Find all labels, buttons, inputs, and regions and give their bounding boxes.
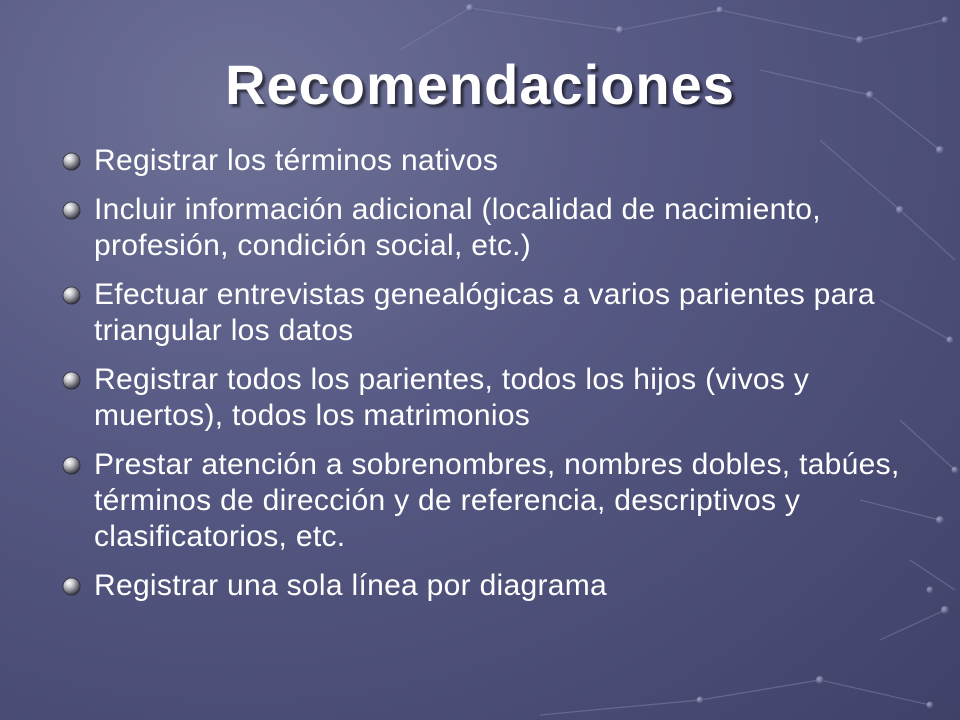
bullet-text: Efectuar entrevistas genealógicas a varios parientes para triangular los datos [94, 278, 875, 347]
sphere-bullet-icon [62, 456, 81, 475]
bullet-item [60, 447, 900, 555]
sphere-bullet-icon [62, 286, 81, 305]
bullet-item [60, 568, 900, 604]
bullet-item [60, 143, 900, 179]
bullet-item [60, 192, 900, 264]
sphere-bullet-icon [62, 371, 81, 390]
bullet-item [60, 277, 900, 349]
bullet-text: Registrar los términos nativos [94, 144, 499, 177]
slide-title: Recomendaciones [225, 53, 735, 116]
bullet-text: Registrar una sola línea por diagrama [94, 569, 608, 602]
bullet-item [60, 362, 900, 434]
sphere-bullet-icon [62, 577, 81, 596]
sphere-bullet-icon [62, 152, 81, 171]
bullet-text: Prestar atención a sobrenombres, nombres dobles, tabúes, términos de dirección y de referencia, descriptivos y clasificatorios, etc. [94, 448, 900, 553]
bullet-text: Incluir información adicional (localidad de nacimiento, profesión, condición social, etc.) [94, 193, 821, 262]
sphere-bullet-icon [62, 201, 81, 220]
bullet-list [60, 143, 900, 617]
bullet-text: Registrar todos los parientes, todos los hijos (vivos y muertos), todos los matrimonios [94, 363, 810, 432]
